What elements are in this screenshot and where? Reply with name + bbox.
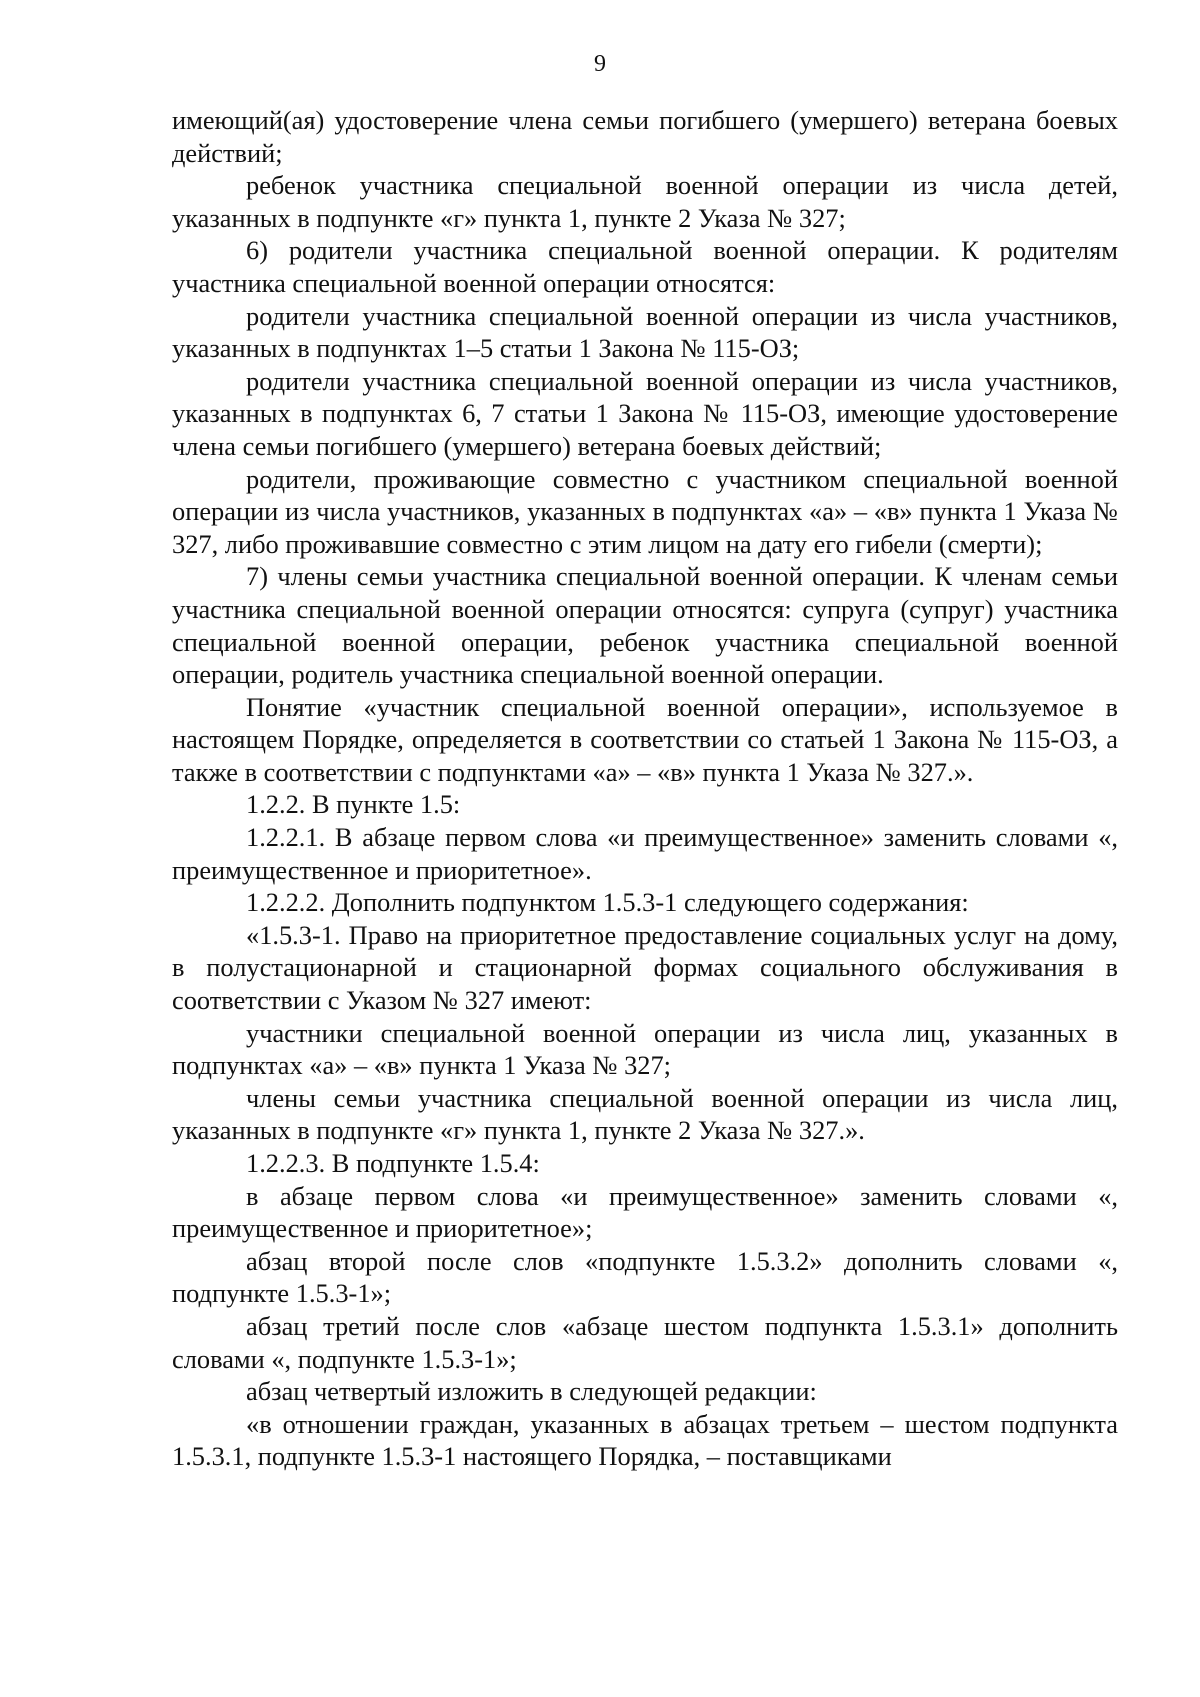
paragraph: 1.2.2. В пункте 1.5: — [246, 789, 461, 820]
paragraph: 6) родители участника специальной военной операции. К родителям участника специальной военной операции относятся: — [172, 235, 1118, 298]
document-body — [172, 104, 1118, 1473]
paragraph: «в отношении граждан, указанных в абзацах третьем – шестом подпункта 1.5.3.1, подпункте 1.5.3-1 настоящего Порядка, – поставщиками — [172, 1408, 1118, 1472]
paragraph: члены семьи участника специальной военной операции из числа лиц, указанных в подпункте «г» пункта 1, пункте 2 Указа № 327.». — [172, 1082, 1118, 1146]
paragraph: 7) члены семьи участника специальной военной операции. К членам семьи участника специальной военной операции относятся: супруга (супруг) участника специальной военной операции, ребенок участника специальной военной операции, родитель участника специальной военной операции. — [172, 561, 1118, 690]
paragraph: абзац второй после слов «подпункте 1.5.3.2» дополнить словами «, подпункте 1.5.3-1»; — [172, 1245, 1118, 1309]
paragraph: абзац четвертый изложить в следующей редакции: — [246, 1376, 817, 1407]
paragraph: участники специальной военной операции из числа лиц, указанных в подпунктах «а» – «в» пункта 1 Указа № 327; — [172, 1017, 1118, 1081]
paragraph: ребенок участника специальной военной операции из числа детей, указанных в подпункте «г» пункта 1, пункте 2 Указа № 327; — [172, 170, 1118, 233]
paragraph: 1.2.2.2. Дополнить подпунктом 1.5.3-1 следующего содержания: — [246, 887, 969, 918]
page-number: 9 — [594, 51, 606, 77]
paragraph: абзац третий после слов «абзаце шестом подпункта 1.5.3.1» дополнить словами «, подпункте 1.5.3-1»; — [172, 1310, 1118, 1374]
paragraph: Понятие «участник специальной военной операции», используемое в настоящем Порядке, определяется в соответствии со статьей 1 Закона № 115-ОЗ, а также в соответствии с подпунктами «а» – «в» пункта 1 Указа № 327.». — [172, 691, 1118, 787]
paragraph: 1.2.2.3. В подпункте 1.5.4: — [246, 1148, 540, 1178]
paragraph: в абзаце первом слова «и преимущественное» заменить словами «, преимущественное и приоритетное»; — [172, 1180, 1118, 1244]
paragraph: родители участника специальной военной операции из числа участников, указанных в подпунктах 6, 7 статьи 1 Закона № 115-ОЗ, имеющие удостоверение члена семьи погибшего (умершего) ветерана боевых действий; — [172, 365, 1118, 461]
paragraph: имеющий(ая) удостоверение члена семьи погибшего (умершего) ветерана боевых действий; — [172, 105, 1118, 168]
paragraph: родители, проживающие совместно с участником специальной военной операции из числа участников, указанных в подпунктах «а» – «в» пункта 1 Указа № 327, либо проживавшие совместно с этим лицом на дату его гибели (смерти); — [172, 463, 1118, 559]
paragraph: «1.5.3-1. Право на приоритетное предоставление социальных услуг на дому, в полустационарной и стационарной формах социального обслуживания в соответствии с Указом № 327 имеют: — [172, 919, 1118, 1016]
paragraph: родители участника специальной военной операции из числа участников, указанных в подпунктах 1–5 статьи 1 Закона № 115-ОЗ; — [172, 300, 1118, 364]
paragraph: 1.2.2.1. В абзаце первом слова «и преимущественное» заменить словами «, преимущественное и приоритетное». — [172, 822, 1118, 885]
